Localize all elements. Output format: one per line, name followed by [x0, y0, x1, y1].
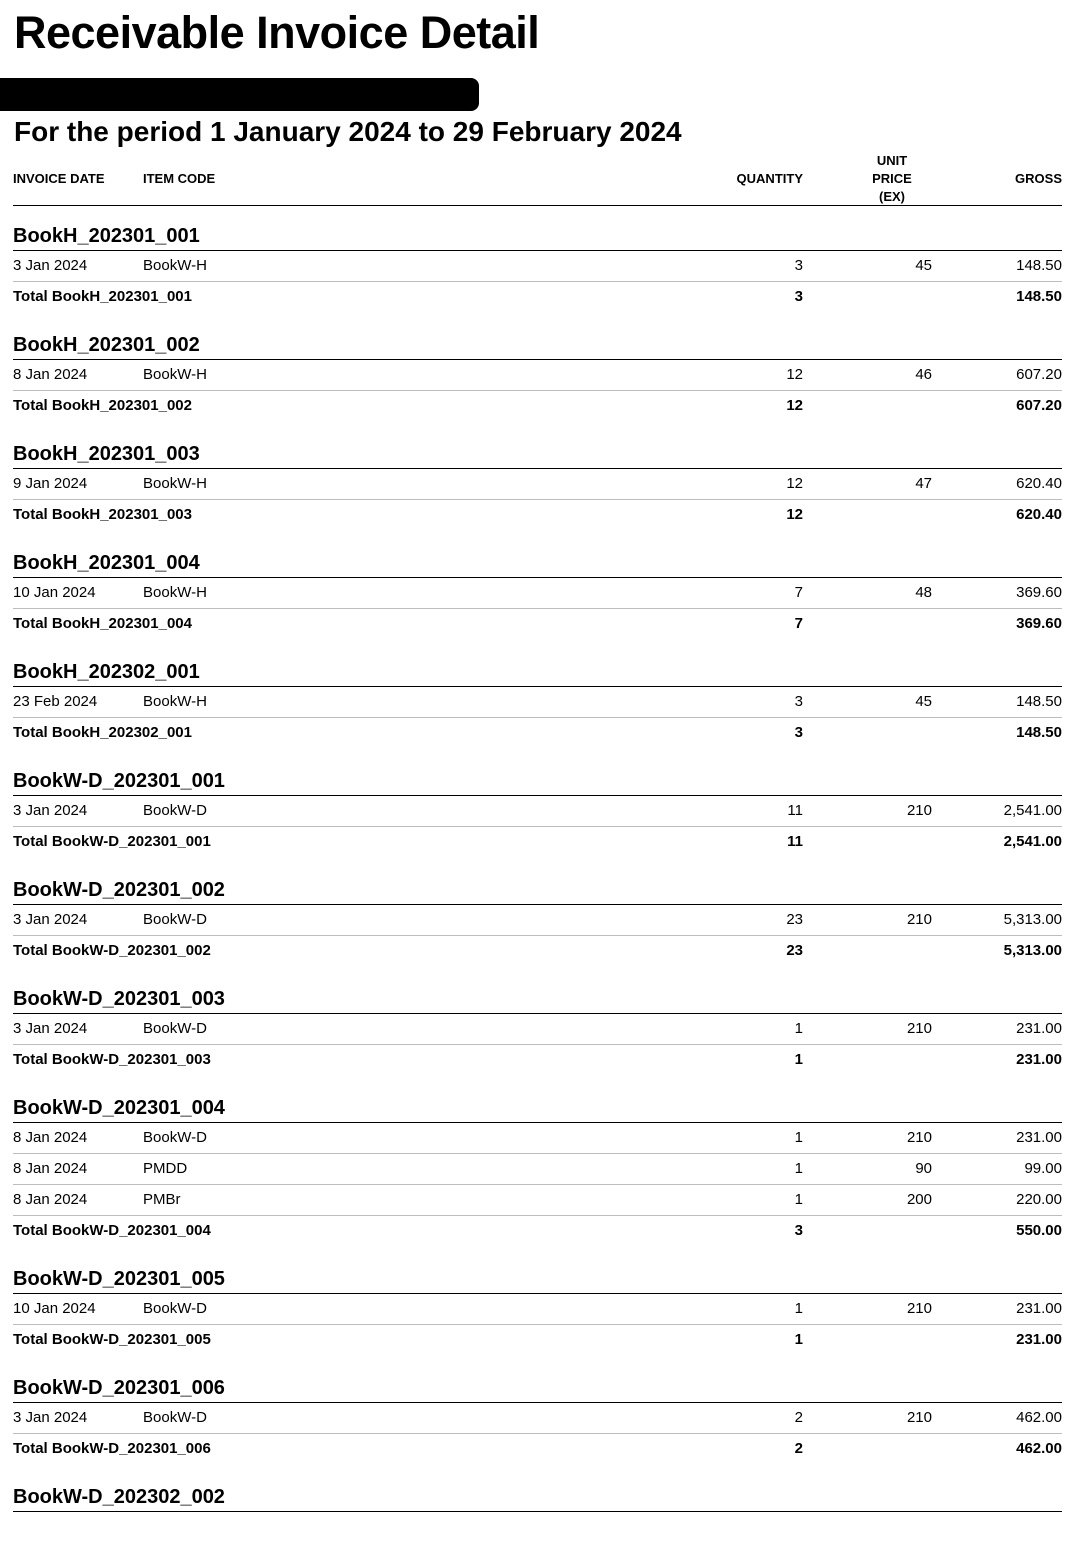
total-row — [13, 827, 1062, 857]
item-code-cell: PMBr — [143, 1191, 181, 1208]
total-row — [13, 1325, 1062, 1355]
total-gross: 607.20 — [1016, 397, 1062, 414]
column-unit-price — [852, 152, 932, 206]
quantity-cell: 12 — [786, 475, 803, 492]
total-quantity: 3 — [794, 724, 803, 741]
total-label: Total BookH_202301_001 — [13, 288, 192, 305]
gross-cell: 231.00 — [1016, 1020, 1062, 1037]
item-code-cell: BookW-H — [143, 366, 207, 383]
total-label: Total BookW-D_202301_005 — [13, 1331, 211, 1348]
item-code-cell: BookW-H — [143, 584, 207, 601]
total-row — [13, 718, 1062, 748]
invoice-number: BookW-D_202301_001 — [13, 767, 1062, 796]
column-gross: GROSS — [1015, 171, 1062, 186]
unit-price-cell: 90 — [915, 1160, 932, 1177]
invoice-list — [13, 222, 1062, 1531]
total-label: Total BookW-D_202301_006 — [13, 1440, 211, 1457]
item-code-cell: BookW-D — [143, 1129, 207, 1146]
invoice-date-cell: 3 Jan 2024 — [13, 1409, 88, 1426]
table-row — [13, 251, 1062, 282]
total-row — [13, 609, 1062, 639]
invoice-group — [13, 1374, 1062, 1464]
total-quantity: 7 — [794, 615, 803, 632]
gross-cell: 462.00 — [1016, 1409, 1062, 1426]
unit-price-cell: 47 — [915, 475, 932, 492]
invoice-number: BookH_202301_002 — [13, 331, 1062, 360]
invoice-date-cell: 3 Jan 2024 — [13, 911, 88, 928]
total-gross: 231.00 — [1016, 1331, 1062, 1348]
total-row — [13, 391, 1062, 421]
quantity-cell: 1 — [794, 1191, 803, 1208]
invoice-date-cell: 10 Jan 2024 — [13, 1300, 96, 1317]
item-code-cell: BookW-D — [143, 1409, 207, 1426]
table-row — [13, 687, 1062, 718]
column-invoice-date: INVOICE DATE — [13, 171, 105, 186]
total-gross: 462.00 — [1016, 1440, 1062, 1457]
total-label: Total BookW-D_202301_004 — [13, 1222, 211, 1239]
table-row — [13, 796, 1062, 827]
item-code-cell: PMDD — [143, 1160, 188, 1177]
gross-cell: 5,313.00 — [1003, 911, 1062, 928]
invoice-number: BookH_202301_004 — [13, 549, 1062, 578]
invoice-group — [13, 985, 1062, 1075]
column-unit-price-line3: (EX) — [879, 189, 905, 204]
invoice-group — [13, 876, 1062, 966]
total-label: Total BookW-D_202301_002 — [13, 942, 211, 959]
invoice-number: BookW-D_202301_006 — [13, 1374, 1062, 1403]
gross-cell: 231.00 — [1016, 1129, 1062, 1146]
total-row — [13, 1216, 1062, 1246]
invoice-group — [13, 1265, 1062, 1355]
invoice-date-cell: 8 Jan 2024 — [13, 366, 88, 383]
item-code-cell: BookW-D — [143, 1020, 207, 1037]
total-gross: 5,313.00 — [1003, 942, 1062, 959]
invoice-date-cell: 8 Jan 2024 — [13, 1129, 88, 1146]
invoice-group — [13, 1483, 1062, 1512]
invoice-number: BookW-D_202301_002 — [13, 876, 1062, 905]
invoice-date-cell: 3 Jan 2024 — [13, 1020, 88, 1037]
invoice-date-cell: 8 Jan 2024 — [13, 1191, 88, 1208]
invoice-group — [13, 331, 1062, 421]
invoice-date-cell: 3 Jan 2024 — [13, 802, 88, 819]
total-quantity: 23 — [786, 942, 803, 959]
invoice-group — [13, 549, 1062, 639]
quantity-cell: 2 — [794, 1409, 803, 1426]
invoice-date-cell: 10 Jan 2024 — [13, 584, 96, 601]
report-period: For the period 1 January 2024 to 29 February 2024 — [14, 116, 682, 147]
invoice-number: BookW-D_202301_003 — [13, 985, 1062, 1014]
table-row — [13, 1294, 1062, 1325]
unit-price-cell: 210 — [906, 1300, 932, 1317]
table-row — [13, 1185, 1062, 1216]
gross-cell: 620.40 — [1016, 475, 1062, 492]
quantity-cell: 7 — [794, 584, 803, 601]
unit-price-cell: 200 — [906, 1191, 932, 1208]
total-quantity: 2 — [794, 1440, 803, 1457]
table-row — [13, 1403, 1062, 1434]
invoice-date-cell: 23 Feb 2024 — [13, 693, 98, 710]
invoice-group — [13, 1094, 1062, 1246]
invoice-number: BookH_202301_003 — [13, 440, 1062, 469]
invoice-group — [13, 767, 1062, 857]
unit-price-cell: 210 — [906, 911, 932, 928]
table-row — [13, 469, 1062, 500]
total-quantity: 3 — [794, 288, 803, 305]
gross-cell: 99.00 — [1024, 1160, 1062, 1177]
table-row — [13, 1123, 1062, 1154]
page-title: Receivable Invoice Detail — [14, 7, 540, 58]
total-label: Total BookW-D_202301_001 — [13, 833, 211, 850]
gross-cell: 607.20 — [1016, 366, 1062, 383]
total-gross: 148.50 — [1016, 288, 1062, 305]
invoice-group — [13, 222, 1062, 312]
column-header — [13, 150, 1062, 206]
gross-cell: 148.50 — [1016, 693, 1062, 710]
total-gross: 550.00 — [1016, 1222, 1062, 1239]
column-quantity: QUANTITY — [736, 171, 803, 186]
unit-price-cell: 210 — [906, 1409, 932, 1426]
column-item-code: ITEM CODE — [143, 171, 216, 186]
total-label: Total BookH_202301_003 — [13, 506, 192, 523]
quantity-cell: 3 — [794, 257, 803, 274]
total-quantity: 1 — [794, 1331, 803, 1348]
unit-price-cell: 46 — [915, 366, 932, 383]
gross-cell: 220.00 — [1016, 1191, 1062, 1208]
item-code-cell: BookW-D — [143, 911, 207, 928]
gross-cell: 369.60 — [1016, 584, 1062, 601]
total-quantity: 12 — [786, 397, 803, 414]
total-row — [13, 1045, 1062, 1075]
invoice-date-cell: 8 Jan 2024 — [13, 1160, 88, 1177]
unit-price-cell: 45 — [915, 257, 932, 274]
total-quantity: 11 — [787, 833, 803, 850]
total-row — [13, 282, 1062, 312]
invoice-number: BookW-D_202301_004 — [13, 1094, 1062, 1123]
item-code-cell: BookW-H — [143, 693, 207, 710]
redacted-block — [0, 78, 479, 111]
quantity-cell: 12 — [786, 366, 803, 383]
column-unit-price-line2: PRICE — [872, 171, 912, 186]
invoice-date-cell: 9 Jan 2024 — [13, 475, 88, 492]
total-quantity: 12 — [786, 506, 803, 523]
invoice-date-cell: 3 Jan 2024 — [13, 257, 88, 274]
table-row — [13, 1014, 1062, 1045]
item-code-cell: BookW-D — [143, 802, 207, 819]
invoice-group — [13, 440, 1062, 530]
quantity-cell: 3 — [794, 693, 803, 710]
total-gross: 2,541.00 — [1003, 833, 1062, 850]
quantity-cell: 1 — [794, 1300, 803, 1317]
unit-price-cell: 210 — [906, 802, 932, 819]
table-row — [13, 578, 1062, 609]
table-row — [13, 360, 1062, 391]
total-label: Total BookH_202301_002 — [13, 397, 192, 414]
unit-price-cell: 210 — [906, 1129, 932, 1146]
total-label: Total BookH_202302_001 — [13, 724, 192, 741]
total-row — [13, 936, 1062, 966]
quantity-cell: 1 — [794, 1020, 803, 1037]
column-unit-price-line1: UNIT — [876, 153, 908, 168]
quantity-cell: 11 — [787, 802, 803, 819]
invoice-group — [13, 658, 1062, 748]
table-row — [13, 1154, 1062, 1185]
gross-cell: 148.50 — [1016, 257, 1062, 274]
total-gross: 620.40 — [1016, 506, 1062, 523]
item-code-cell: BookW-H — [143, 475, 207, 492]
total-gross: 148.50 — [1016, 724, 1062, 741]
invoice-number: BookW-D_202301_005 — [13, 1265, 1062, 1294]
total-row — [13, 500, 1062, 530]
quantity-cell: 23 — [786, 911, 803, 928]
invoice-number: BookH_202301_001 — [13, 222, 1062, 251]
unit-price-cell: 45 — [915, 693, 932, 710]
gross-cell: 231.00 — [1016, 1300, 1062, 1317]
unit-price-cell: 48 — [915, 584, 932, 601]
quantity-cell: 1 — [794, 1129, 803, 1146]
total-quantity: 1 — [794, 1051, 803, 1068]
invoice-number: BookH_202302_001 — [13, 658, 1062, 687]
gross-cell: 2,541.00 — [1003, 802, 1062, 819]
unit-price-cell: 210 — [906, 1020, 932, 1037]
item-code-cell: BookW-D — [143, 1300, 207, 1317]
total-gross: 369.60 — [1016, 615, 1062, 632]
total-gross: 231.00 — [1016, 1051, 1062, 1068]
total-quantity: 3 — [794, 1222, 803, 1239]
item-code-cell: BookW-H — [143, 257, 207, 274]
total-label: Total BookW-D_202301_003 — [13, 1051, 211, 1068]
table-row — [13, 905, 1062, 936]
total-row — [13, 1434, 1062, 1464]
quantity-cell: 1 — [794, 1160, 803, 1177]
invoice-number: BookW-D_202302_002 — [13, 1483, 1062, 1512]
total-label: Total BookH_202301_004 — [13, 615, 192, 632]
